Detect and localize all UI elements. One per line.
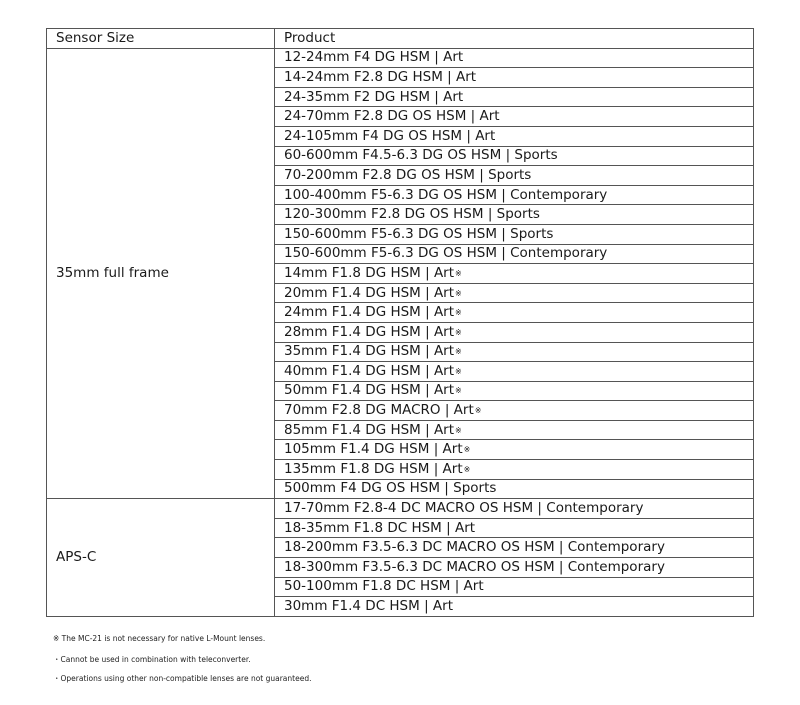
product-name: 14-24mm F2.8 DG HSM | Art — [284, 68, 477, 85]
product-cell — [275, 283, 754, 303]
product-name: 500mm F4 DG OS HSM | Sports — [284, 480, 497, 497]
product-cell — [275, 538, 754, 558]
product-cell — [275, 577, 754, 597]
product-cell — [275, 224, 754, 244]
table-header-row — [47, 29, 754, 49]
product-name: 12-24mm F4 DG HSM | Art — [284, 49, 464, 66]
product-name: 120-300mm F2.8 DG OS HSM | Sports — [284, 206, 540, 223]
product-name: 85mm F1.4 DG HSM | Art — [284, 421, 455, 438]
product-name: 24-105mm F4 DG OS HSM | Art — [284, 127, 496, 144]
product-cell — [275, 518, 754, 538]
product-cell — [275, 303, 754, 323]
table-body — [47, 48, 754, 616]
footnote-mark: ※ — [455, 327, 462, 337]
product-name: 70mm F2.8 DG MACRO | Art — [284, 402, 474, 419]
footnote-mark: ※ — [455, 386, 462, 396]
table-row — [47, 48, 754, 68]
product-cell — [275, 460, 754, 480]
footnotes — [53, 634, 311, 693]
sensor-size-cell: APS-C — [47, 499, 275, 617]
product-name: 40mm F1.4 DG HSM | Art — [284, 362, 455, 379]
product-name: 60-600mm F4.5-6.3 DG OS HSM | Sports — [284, 147, 558, 164]
product-cell — [275, 597, 754, 617]
footnote-teleconverter: ・Cannot be used in combination with teleconverter. — [53, 654, 251, 664]
product-name: 28mm F1.4 DG HSM | Art — [284, 323, 455, 340]
product-cell — [275, 48, 754, 68]
product-cell — [275, 205, 754, 225]
product-cell — [275, 87, 754, 107]
product-name: 14mm F1.8 DG HSM | Art — [284, 264, 455, 281]
product-cell — [275, 244, 754, 264]
footnote-mark: ※ — [455, 268, 462, 278]
footnote-noncompatible: ・Operations using other non-compatible lenses are not guaranteed. — [53, 674, 312, 683]
product-cell — [275, 166, 754, 186]
compatibility-table — [46, 28, 754, 617]
footnote-mark: ※ — [455, 366, 462, 376]
product-cell — [275, 499, 754, 519]
product-cell — [275, 185, 754, 205]
product-cell — [275, 264, 754, 284]
product-name: 30mm F1.4 DC HSM | Art — [284, 598, 453, 615]
product-cell — [275, 322, 754, 342]
footnote-mc21: ※ The MC-21 is not necessary for native L-Mount lenses. — [53, 634, 266, 643]
product-cell — [275, 381, 754, 401]
product-cell — [275, 479, 754, 499]
product-cell — [275, 68, 754, 88]
product-cell — [275, 440, 754, 460]
product-cell — [275, 558, 754, 578]
footnote-mark: ※ — [463, 445, 471, 455]
product-name: 24-70mm F2.8 DG OS HSM | Art — [284, 108, 500, 125]
product-cell — [275, 126, 754, 146]
footnote-mark: ※ — [455, 288, 462, 298]
product-cell — [275, 342, 754, 362]
footnote-mark: ※ — [463, 464, 471, 474]
product-name: 24mm F1.4 DG HSM | Art — [284, 304, 455, 321]
product-cell — [275, 146, 754, 166]
product-cell — [275, 107, 754, 127]
product-name: 17-70mm F2.8-4 DC MACRO OS HSM | Contemporary — [284, 500, 644, 517]
product-name: 70-200mm F2.8 DG OS HSM | Sports — [284, 166, 532, 183]
product-name: 18-35mm F1.8 DC HSM | Art — [284, 519, 476, 536]
product-cell — [275, 420, 754, 440]
sensor-size-header: Sensor Size — [47, 29, 275, 49]
product-name: 18-200mm F3.5-6.3 DC MACRO OS HSM | Contemporary — [284, 539, 665, 556]
product-name: 150-600mm F5-6.3 DG OS HSM | Sports — [284, 225, 554, 242]
product-name: 24-35mm F2 DG HSM | Art — [284, 88, 464, 105]
product-name: 150-600mm F5-6.3 DG OS HSM | Contemporary — [284, 245, 608, 262]
product-name: 18-300mm F3.5-6.3 DC MACRO OS HSM | Contemporary — [284, 558, 665, 575]
product-name: 50mm F1.4 DG HSM | Art — [284, 382, 455, 399]
footnote-mark: ※ — [455, 425, 462, 435]
product-name: 135mm F1.8 DG HSM | Art — [284, 460, 463, 477]
product-name: 105mm F1.4 DG HSM | Art — [284, 441, 463, 458]
product-name: 100-400mm F5-6.3 DG OS HSM | Contemporary — [284, 186, 608, 203]
product-header: Product — [275, 29, 754, 49]
sensor-size-cell: 35mm full frame — [47, 48, 275, 499]
product-name: 35mm F1.4 DG HSM | Art — [284, 343, 455, 360]
product-name: 50-100mm F1.8 DC HSM | Art — [284, 578, 484, 595]
product-cell — [275, 401, 754, 421]
footnote-mark: ※ — [455, 347, 462, 357]
footnote-mark: ※ — [474, 406, 482, 416]
footnote-mark: ※ — [455, 308, 462, 318]
table-row — [47, 499, 754, 519]
product-name: 20mm F1.4 DG HSM | Art — [284, 284, 455, 301]
product-cell — [275, 362, 754, 382]
